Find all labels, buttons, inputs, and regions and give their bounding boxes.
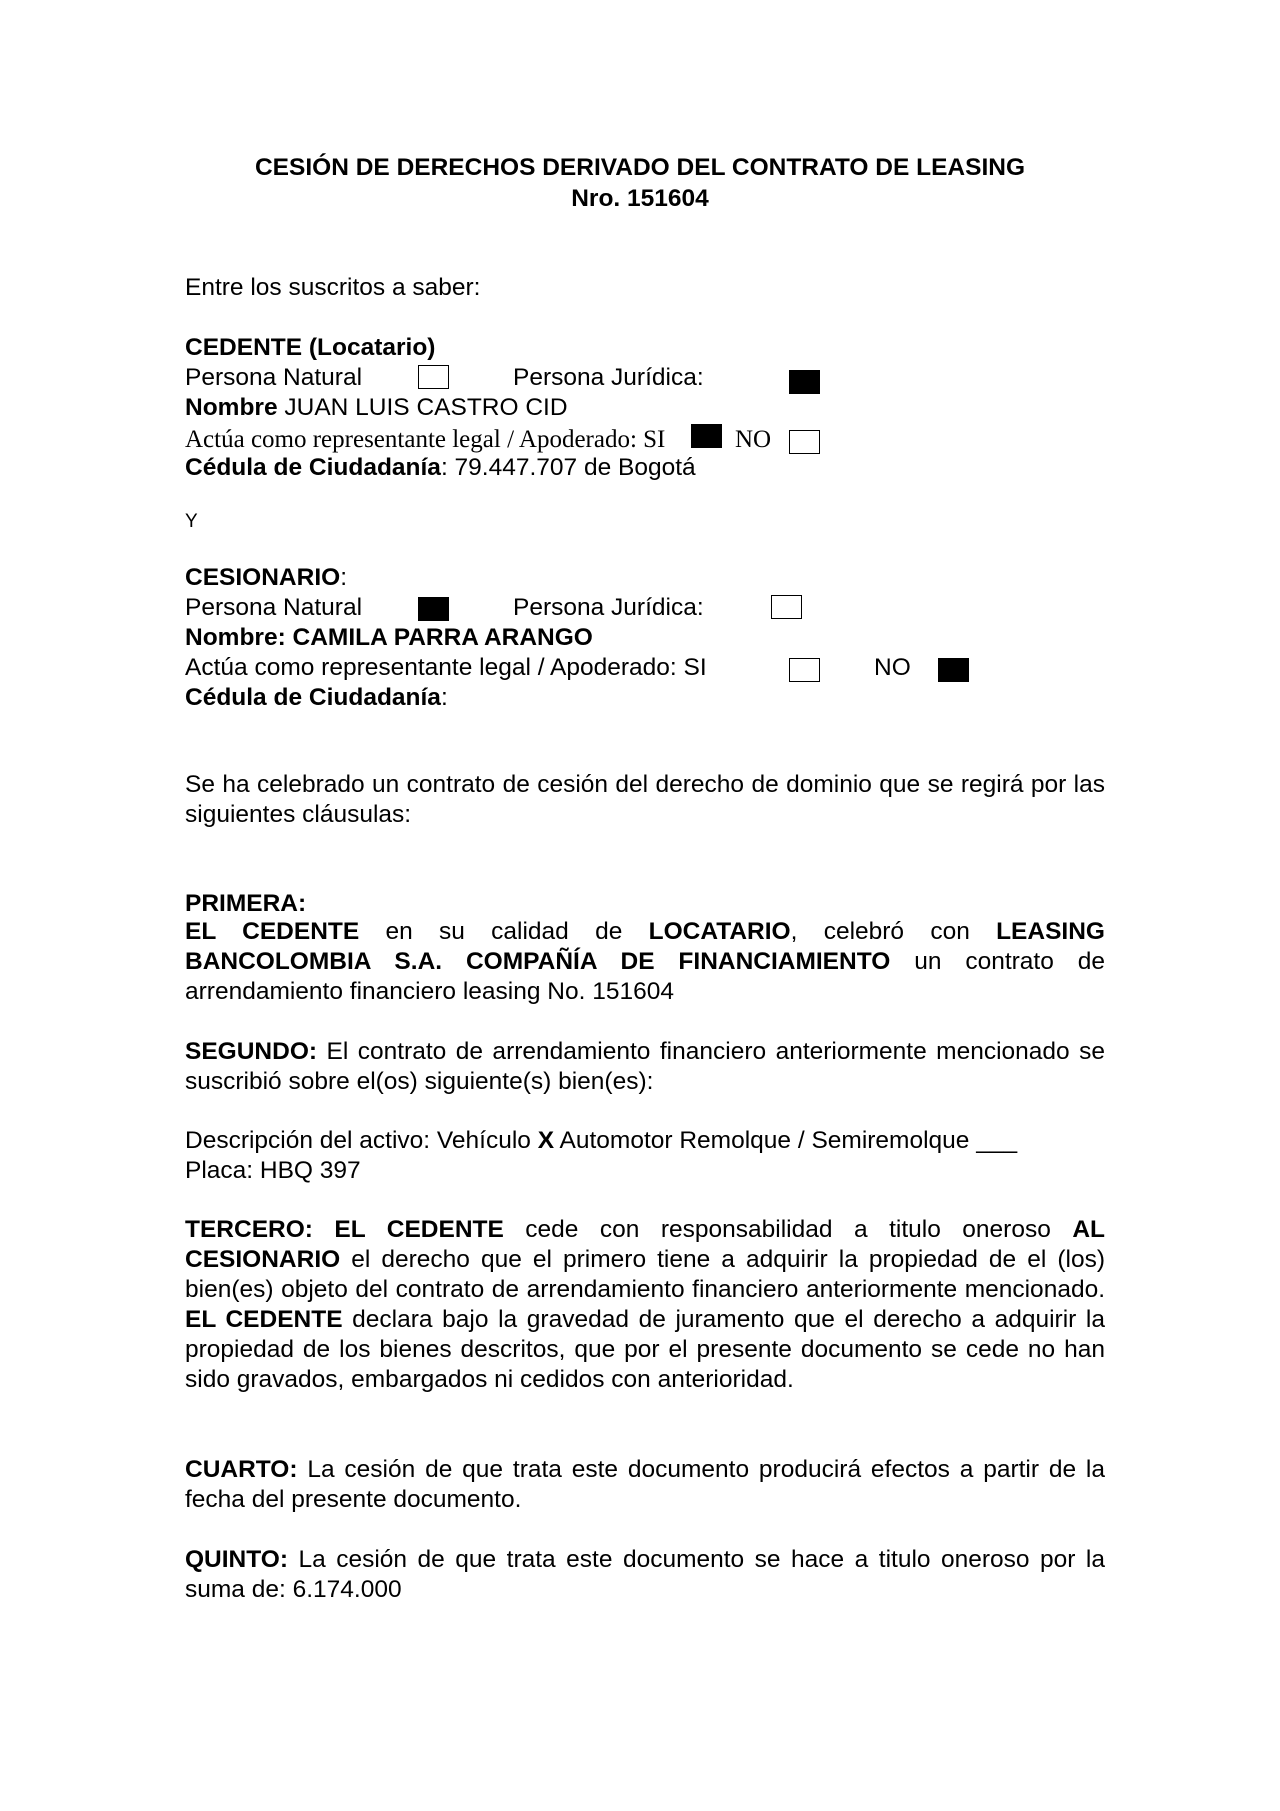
activo-rest: Automotor Remolque / Semiremolque ___ xyxy=(554,1127,1018,1154)
cedente-rep-no-label: NO xyxy=(735,426,772,453)
tercero-text-2: el derecho que el primero tiene a adquirir la propiedad de el (los) bien(es) objeto del contrato de arrendamiento financiero anteriormente mencionado. xyxy=(185,1246,1105,1303)
primera-bold-3: LEASING BANCOLOMBIA S.A. COMPAÑÍA DE FINANCIAMIENTO xyxy=(185,918,1105,975)
activo-label: Descripción del activo: Vehículo xyxy=(185,1127,538,1154)
cuarto-text: La cesión de que trata este documento producirá efectos a partir de la fecha del presente documento. xyxy=(185,1456,1105,1513)
primera-bold-2: LOCATARIO xyxy=(648,918,791,945)
cesionario-juridica-label: Persona Jurídica: xyxy=(513,594,704,621)
quinto-heading: QUINTO: xyxy=(185,1546,288,1573)
cesionario-rep-no-label: NO xyxy=(874,654,911,681)
cedente-natural-checkbox[interactable] xyxy=(418,365,449,389)
clause-primera-heading: PRIMERA: xyxy=(185,890,307,917)
cesionario-juridica-checkbox[interactable] xyxy=(771,595,802,619)
cedente-cedula-label: Cédula de Ciudadanía xyxy=(185,454,441,481)
primera-text-1: en su calidad de xyxy=(359,918,649,945)
segundo-text: El contrato de arrendamiento financiero anteriormente mencionado se suscribió sobre el(os) siguiente(s) bien(es): xyxy=(185,1038,1105,1095)
primera-text-3: un contrato de arrendamiento financiero leasing No. 151604 xyxy=(185,948,1105,1005)
activo-description xyxy=(185,1129,1017,1154)
quinto-text: La cesión de que trata este documento se hace a titulo oneroso por la suma de: 6.174.000 xyxy=(185,1546,1105,1603)
tercero-bold-3: EL CEDENTE xyxy=(185,1306,343,1333)
activo-mark: X xyxy=(537,1127,555,1154)
cedente-juridica-label: Persona Jurídica: xyxy=(513,364,704,391)
primera-text-2: , celebró con xyxy=(790,918,997,945)
clause-primera-text xyxy=(185,917,1105,1007)
cedente-natural-label: Persona Natural xyxy=(185,364,363,391)
conjunction-y: Y xyxy=(185,511,198,532)
cedente-rep-no-checkbox[interactable] xyxy=(789,430,820,454)
activo-placa: Placa: HBQ 397 xyxy=(185,1157,361,1184)
cuarto-heading: CUARTO: xyxy=(185,1456,298,1483)
document-title: CESIÓN DE DERECHOS DERIVADO DEL CONTRATO DE LEASING xyxy=(254,154,1025,181)
cesionario-heading: CESIONARIO xyxy=(185,564,341,591)
clause-segundo xyxy=(185,1037,1105,1097)
cedente-nombre-line xyxy=(185,396,568,421)
cedente-nombre-value: JUAN LUIS CASTRO CID xyxy=(277,394,568,421)
celebration-paragraph: Se ha celebrado un contrato de cesión del derecho de dominio que se regirá por las siguientes cláusulas: xyxy=(185,771,1105,828)
tercero-text-1: cede con responsabilidad a titulo oneroso xyxy=(503,1216,1073,1243)
intro-text: Entre los suscritos a saber: xyxy=(185,274,481,301)
cesionario-natural-label: Persona Natural xyxy=(185,594,363,621)
segundo-heading: SEGUNDO: xyxy=(185,1038,318,1065)
cesionario-cedula-line xyxy=(185,686,448,711)
cedente-rep-label: Actúa como representante legal / Apoderado: SI xyxy=(185,426,666,453)
cesionario-heading-line xyxy=(185,566,347,591)
cesionario-rep-label: Actúa como representante legal / Apoderado: SI xyxy=(185,654,707,681)
clause-tercero xyxy=(185,1215,1105,1395)
clause-quinto xyxy=(185,1545,1105,1605)
cedente-rep-si-checkbox[interactable] xyxy=(691,424,722,448)
cedente-cedula-value: : 79.447.707 de Bogotá xyxy=(440,454,696,481)
cesionario-cedula-label: Cédula de Ciudadanía xyxy=(185,684,441,711)
cesionario-nombre: Nombre: CAMILA PARRA ARANGO xyxy=(185,624,593,651)
tercero-text-3: declara bajo la gravedad de juramento que el derecho a adquirir la propiedad de los bienes descritos, que por el presente documento se cede no han sido gravados, embargados ni cedidos con anterioridad. xyxy=(185,1306,1105,1393)
cesionario-rep-si-checkbox[interactable] xyxy=(789,658,820,682)
cesionario-rep-no-checkbox[interactable] xyxy=(938,658,969,682)
cedente-cedula-line xyxy=(185,456,696,481)
cedente-heading: CEDENTE (Locatario) xyxy=(185,334,436,361)
tercero-bold-2: AL CESIONARIO xyxy=(185,1216,1105,1273)
cesionario-natural-checkbox[interactable] xyxy=(418,597,449,621)
cedente-nombre-label: Nombre xyxy=(185,394,278,421)
cesionario-heading-suffix: : xyxy=(340,564,347,591)
cesionario-cedula-value: : xyxy=(440,684,448,711)
primera-bold-1: EL CEDENTE xyxy=(185,918,360,945)
clause-cuarto xyxy=(185,1455,1105,1515)
tercero-bold-1: TERCERO: EL CEDENTE xyxy=(185,1216,504,1243)
cedente-juridica-checkbox[interactable] xyxy=(789,370,820,394)
contract-number: Nro. 151604 xyxy=(571,185,709,212)
